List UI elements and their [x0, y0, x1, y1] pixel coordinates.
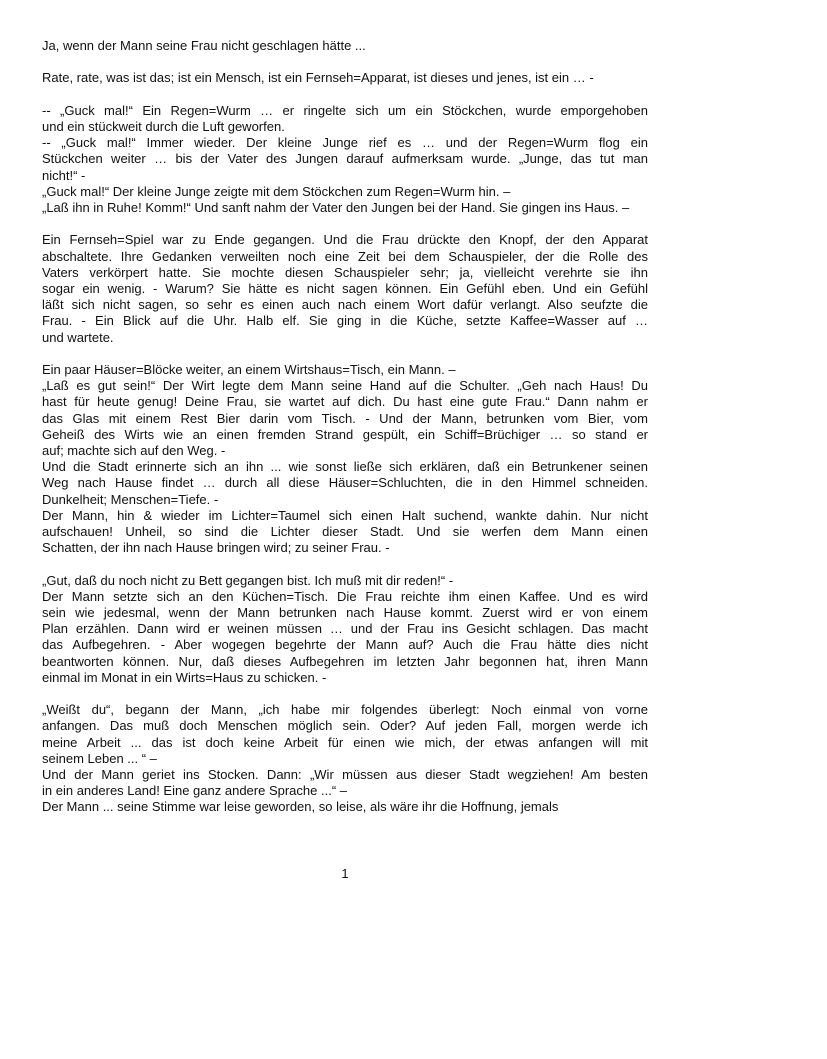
text-line: aufschauen! Unheil, so sind die Lichter dieser Stadt. Und sie werfen dem Mann einen: [42, 524, 648, 540]
text-line: sein wie jedesmal, wenn der Mann betrunken nach Hause kommt. Zuerst wird er von einem: [42, 605, 648, 621]
text-line: Geheiß des Wirts wie an einen fremden Strand gespült, ein Schiff=Brüchiger … so stand er: [42, 426, 648, 442]
paragraph: [42, 70, 648, 86]
paragraph: [42, 362, 648, 556]
text-line: abschaltete. Ihre Gedanken verweilten noch eine Zeit bei dem Schauspieler, der die Rolle des: [42, 248, 648, 264]
text-line: meine Arbeit ... das ist doch keine Arbeit für einen wie mich, der etwas anfangen will mit: [42, 734, 648, 750]
text-line: „Guck mal!“ Der kleine Junge zeigte mit dem Stöckchen zum Regen=Wurm hin. –: [42, 183, 511, 199]
text-line: Ein paar Häuser=Blöcke weiter, an einem Wirtshaus=Tisch, ein Mann. –: [42, 362, 456, 377]
text-line: Der Mann ... seine Stimme war leise geworden, so leise, als wäre ihr die Hoffnung, jemals: [42, 799, 559, 815]
text-line: Schatten, der ihn nach Hause bringen wird; zu seiner Frau. -: [42, 540, 390, 556]
text-line: Und der Mann geriet ins Stocken. Dann: „Wir müssen aus dieser Stadt wegziehen! Am besten: [42, 767, 648, 783]
text-line: beantworten können. Nur, daß dieses Aufbegehren im letzten Jahr begonnen hat, ihren Mann: [42, 653, 648, 669]
paragraph-spacer: [42, 346, 648, 362]
text-line: Vaters verkörpert hatte. Sie mochte diesen Schauspieler sehr; ja, vielleicht verehrte sie ihn: [42, 264, 648, 280]
paragraph-spacer: [42, 216, 648, 232]
text-line: sogar ein wenig. - Warum? Sie hätte es nicht sagen können. Ein Gefühl eben. Und ein Gefühl: [42, 281, 648, 296]
text-line: „Laß ihn in Ruhe! Komm!“ Und sanft nahm der Vater den Jungen bei der Hand. Sie gingen ins Haus. –: [42, 200, 630, 215]
text-line: in ein anderes Land! Eine ganz andere Sprache ...“ –: [42, 783, 347, 799]
text-line: das Aufbegehren. - Aber wogegen begehrte der Mann auf? Auch die Frau hätte dies nicht: [42, 637, 648, 653]
paragraph-spacer: [42, 54, 648, 70]
text-blocks: [42, 54, 648, 815]
text-line: Der Mann setzte sich an den Küchen=Tisch. Die Frau reichte ihm einen Kaffee. Und es wird: [42, 588, 648, 604]
paragraph-spacer: [42, 87, 648, 103]
paragraph: [42, 232, 648, 345]
text-line: Und die Stadt erinnerte sich an ihn ... wie sonst ließe sich erklären, daß ein Betrunkener seinen: [42, 459, 648, 475]
document-title: Ja, wenn der Mann seine Frau nicht geschlagen hätte ...: [42, 38, 366, 53]
text-line: Dunkelheit; Menschen=Tiefe. -: [42, 491, 219, 507]
text-line: das Glas mit einem Rest Bier darin vom Tisch. - Und der Mann, betrunken vom Bier, vom: [42, 410, 648, 426]
text-line: und wartete.: [42, 329, 114, 345]
text-line: läßt sich nicht sagen, so sehr es einen auch nach einem Wort dafür verlangt. Also seufzte die: [42, 297, 648, 313]
paragraph: [42, 573, 648, 686]
text-line: auf; machte sich auf den Weg. -: [42, 443, 226, 459]
document-body: [42, 38, 648, 816]
text-line: Stückchen weiter … bis der Vater des Jungen darauf aufmerksam wurde. „Junge, das tut man: [42, 151, 648, 167]
text-line: Weg nach Hause findet … durch all diese Häuser=Schluchten, die in den Himmel schneiden.: [42, 475, 648, 491]
text-line: -- „Guck mal!“ Ein Regen=Wurm … er ringelte sich um ein Stöckchen, wurde emporgehoben: [42, 102, 648, 118]
text-line: Der Mann, hin & wieder im Lichter=Taumel sich einen Halt suchend, wankte dahin. Nur nicht: [42, 507, 648, 523]
paragraph-spacer: [42, 686, 648, 702]
page-number: 1: [341, 866, 349, 881]
text-line: einmal im Monat in ein Wirts=Haus zu schicken. -: [42, 669, 327, 685]
text-line: Ein Fernseh=Spiel war zu Ende gegangen. Und die Frau drückte den Knopf, der den Apparat: [42, 232, 648, 248]
text-line: Rate, rate, was ist das; ist ein Mensch, ist ein Fernseh=Apparat, ist dieses und jenes, ist ein … -: [42, 70, 594, 86]
text-line: Frau. - Ein Blick auf die Uhr. Halb elf. Sie ging in die Küche, setzte Kaffee=Wasser auf …: [42, 313, 648, 329]
text-line: hast für heute genug! Deine Frau, sie wartet auf dich. Du hast eine gute Frau.“ Dann nahm er: [42, 394, 648, 410]
text-line: nicht!“ -: [42, 167, 86, 183]
paragraph: [42, 702, 648, 815]
text-line: Plan erzählen. Dann wird er weinen müssen … und der Frau ins Gesicht schlagen. Das macht: [42, 621, 648, 637]
text-line: anfangen. Das muß doch Menschen möglich sein. Oder? Auf jeden Fall, morgen werde ich: [42, 718, 648, 734]
text-line: -- „Guck mal!“ Immer wieder. Der kleine Junge rief es … und der Regen=Wurm flog ein: [42, 135, 648, 151]
text-line: seinem Leben ... “ –: [42, 750, 157, 766]
paragraph-spacer: [42, 556, 648, 572]
paragraph: [42, 103, 648, 216]
text-line: „Laß es gut sein!“ Der Wirt legte dem Mann seine Hand auf die Schulter. „Geh nach Haus! Du: [42, 378, 648, 394]
text-line: „Weißt du“, begann der Mann, „ich habe mir folgendes überlegt: Noch einmal von vorne: [42, 702, 648, 718]
text-line: und ein stückweit durch die Luft geworfen.: [42, 118, 285, 134]
text-line: „Gut, daß du noch nicht zu Bett gegangen bist. Ich muß mit dir reden!“ -: [42, 572, 454, 588]
